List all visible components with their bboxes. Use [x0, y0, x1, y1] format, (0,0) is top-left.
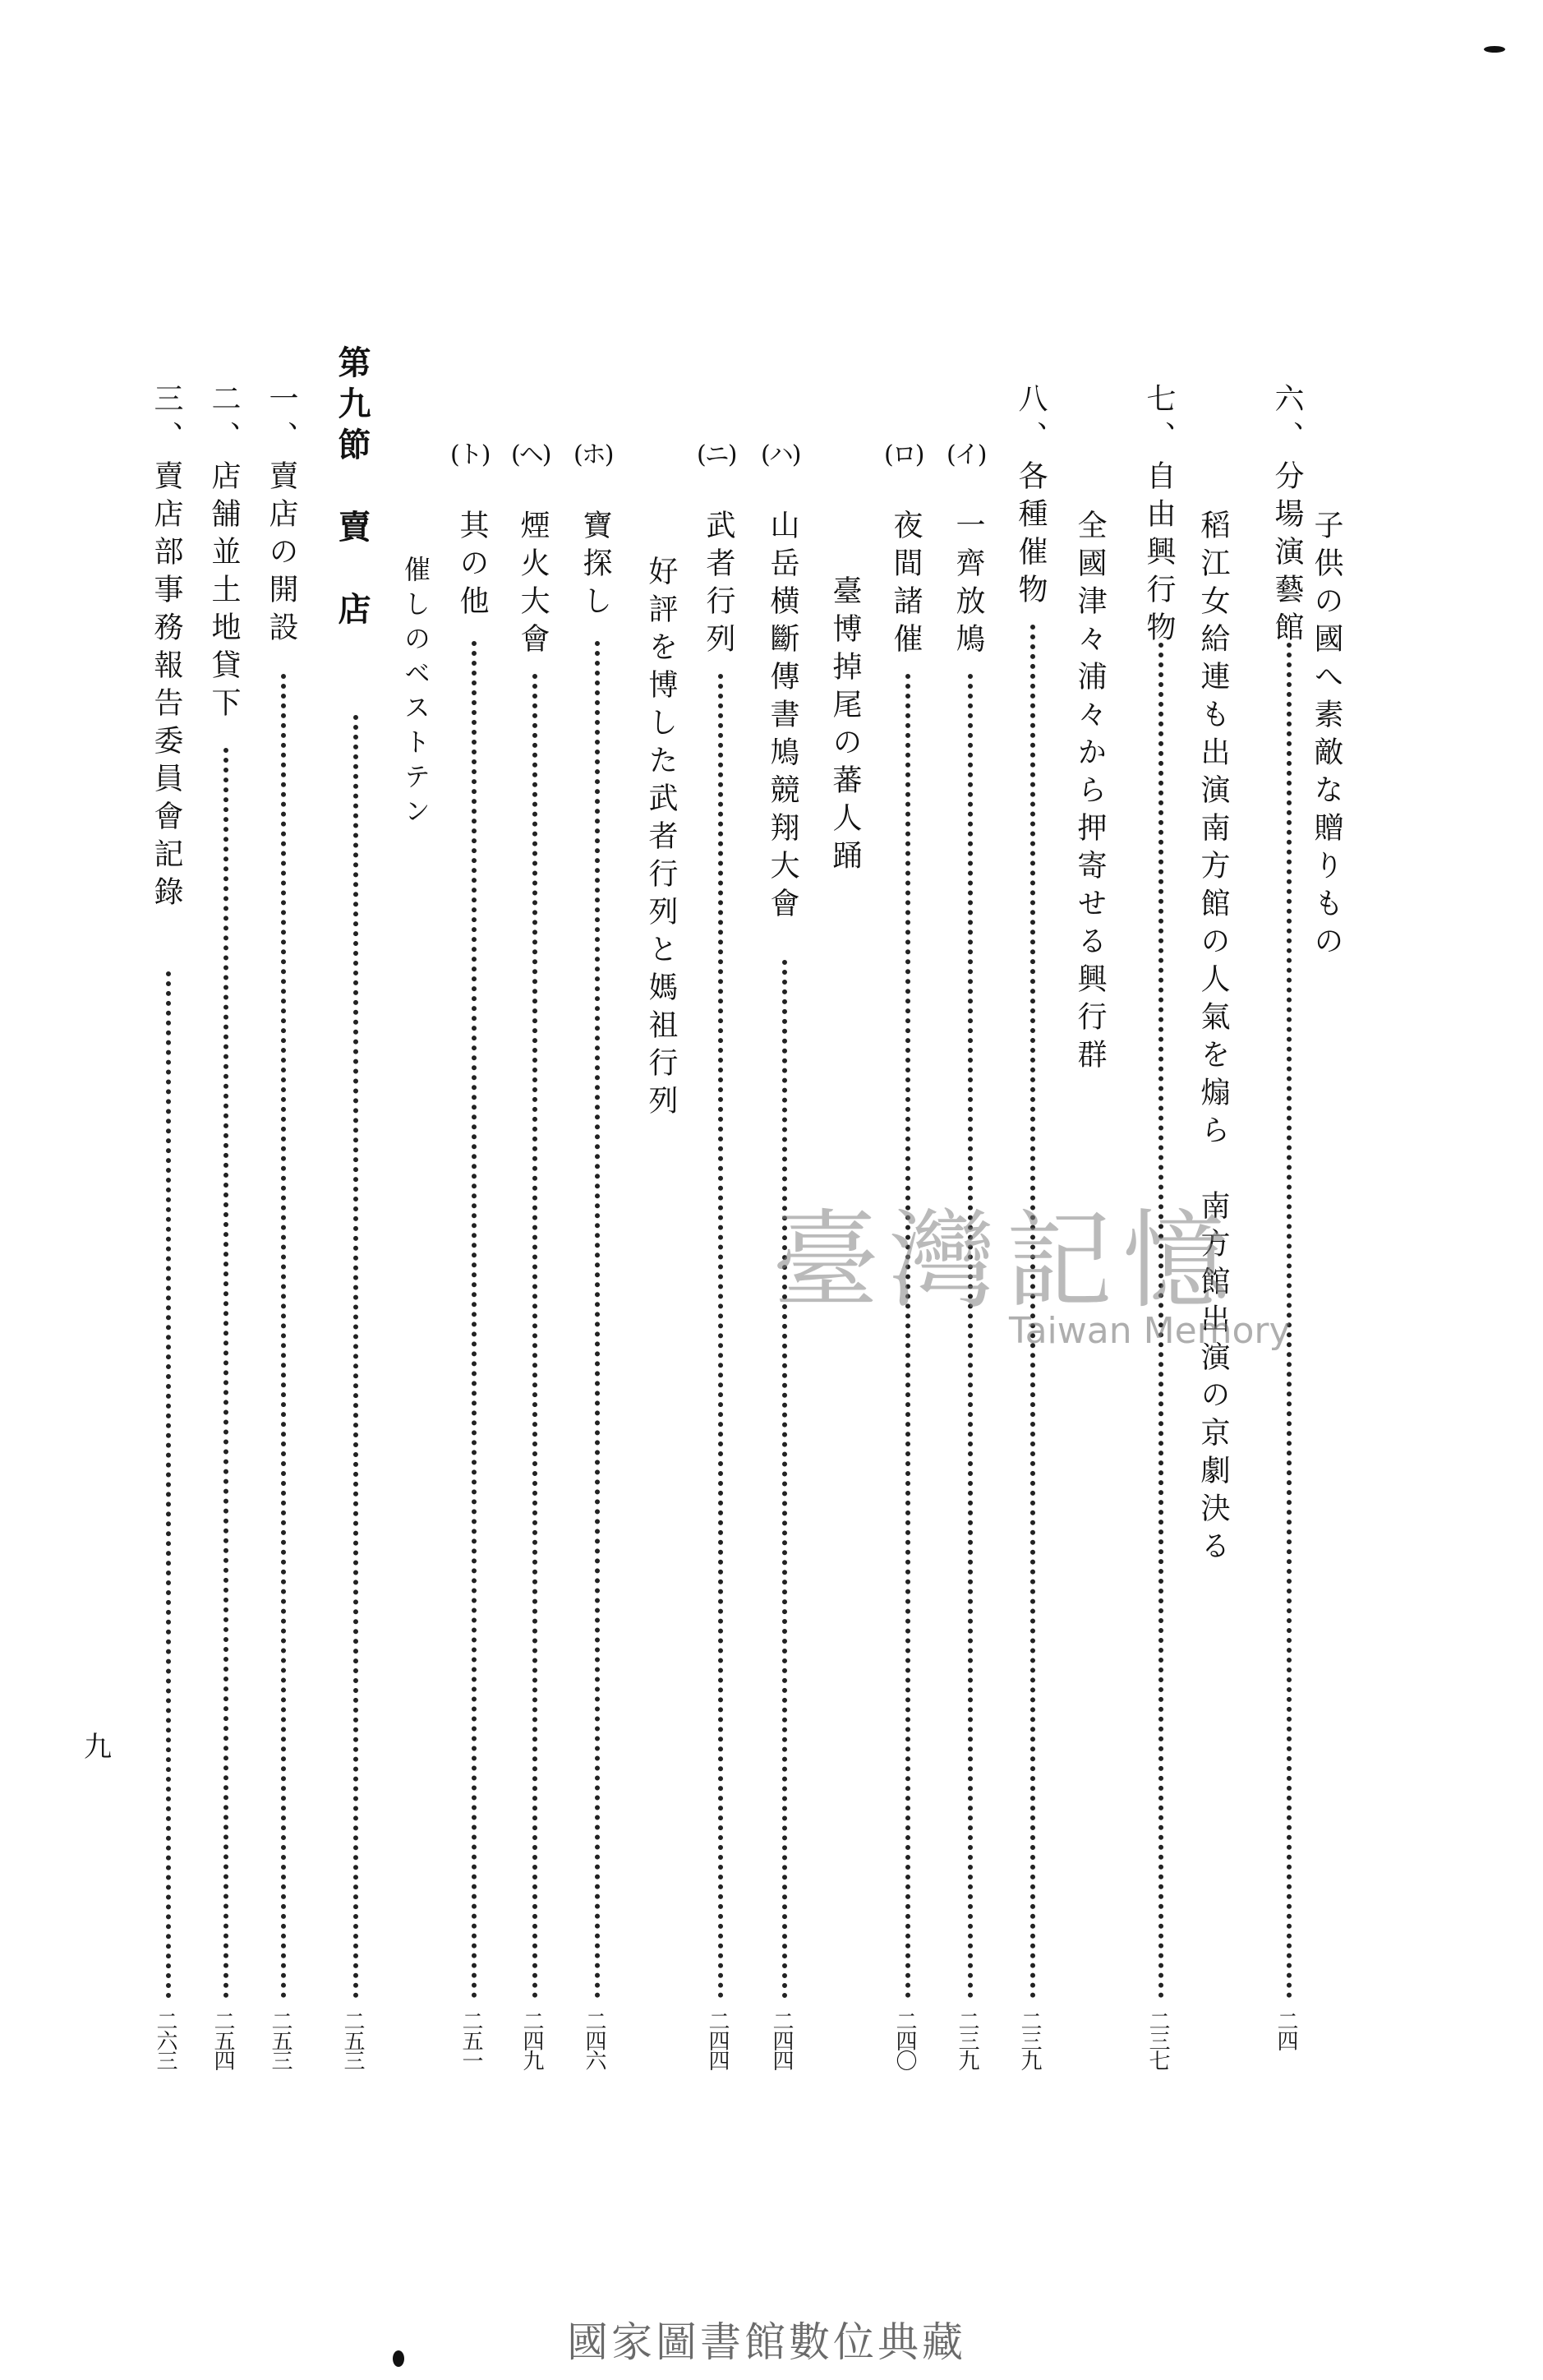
dot-leader [472, 641, 477, 1999]
dot-leader [532, 674, 537, 1999]
section-heading: 第九節 賣 店 [333, 345, 371, 633]
toc-page-ni: 二四四 [705, 2010, 730, 2069]
toc-marker-to: (ト) [450, 440, 490, 469]
toc-marker-1: 一、 [265, 383, 298, 459]
footer-collection-label: 國家圖書館數位典藏 [567, 2318, 966, 2366]
toc-marker-ni: (ニ) [697, 440, 736, 469]
toc-page-6: 二四 [1274, 2010, 1298, 2050]
toc-page-8: 二三九 [1017, 2010, 1042, 2069]
dot-leader [718, 674, 723, 1999]
toc-page-ho: 二四六 [582, 2010, 606, 2069]
toc-marker-2: 二、 [207, 383, 241, 459]
toc-subtitle-6: 催しのベストテン [400, 556, 431, 832]
toc-marker-8: 八、 [1014, 383, 1048, 459]
dot-leader [281, 674, 286, 1999]
toc-page-7: 二三七 [1145, 2010, 1170, 2069]
toc-entry-ha: 山岳横斷傳書鳩競翔大會 [766, 510, 799, 925]
toc-marker-ro: (ロ) [884, 440, 923, 469]
dot-leader [905, 674, 910, 1999]
toc-entry-i: 一齊放鳩 [951, 510, 985, 661]
dot-leader [223, 748, 228, 1999]
toc-marker-he: (ヘ) [511, 440, 550, 469]
toc-subtitle-2: 稻江女給連も出演南方館の人氣を煽ら 南方館出演の京劇決る [1196, 510, 1230, 1568]
watermark-logo: 臺灣記憶 [772, 1198, 1240, 1323]
toc-page-3: 二六三 [153, 2010, 177, 2069]
toc-entry-8: 各種催物 [1014, 460, 1048, 611]
toc-marker-3: 三、 [150, 383, 183, 459]
toc-marker-7: 七、 [1142, 383, 1176, 459]
toc-page-section: 二五三 [340, 2010, 365, 2069]
toc-marker-ha: (ハ) [761, 440, 800, 469]
toc-subtitle-4: 臺博掉尾の蕃人踊 [828, 575, 862, 878]
toc-marker-i: (イ) [947, 440, 986, 469]
toc-entry-ro: 夜間諸催 [889, 510, 923, 661]
toc-page-ha: 二四四 [769, 2010, 794, 2069]
toc-entry-to: 其の他 [455, 510, 489, 623]
toc-page-2: 二五四 [210, 2010, 235, 2069]
dot-leader [595, 641, 600, 1999]
toc-subtitle-1: 子供の國へ素敵な贈りもの [1310, 510, 1343, 963]
toc-page-i: 二三九 [955, 2010, 979, 2069]
toc-entry-ni: 武者行列 [702, 510, 735, 661]
toc-entry-2: 店舗並土地貸下 [207, 460, 241, 725]
toc-marker-ho: (ホ) [573, 440, 613, 469]
toc-entry-he: 煙火大會 [516, 510, 550, 661]
toc-page-ro: 二四〇 [892, 2010, 917, 2069]
toc-page-1: 二五三 [268, 2010, 292, 2069]
watermark-subtitle: Taiwan Memory [1009, 1310, 1291, 1352]
toc-entry-7: 自由興行物 [1142, 460, 1176, 649]
toc-marker-6: 六、 [1270, 383, 1304, 459]
dot-leader [782, 960, 787, 1999]
toc-subtitle-5: 好評を博した武者行列と媽祖行列 [644, 556, 678, 1123]
toc-entry-ho: 寶探し [578, 510, 612, 623]
toc-entry-6: 分場演藝館 [1270, 460, 1304, 649]
dot-leader [353, 715, 358, 1999]
scan-speck [1484, 46, 1505, 53]
toc-entry-3: 賣店部事務報告委員會記錄 [150, 460, 183, 914]
toc-page-he: 二四九 [519, 2010, 544, 2069]
toc-subtitle-3: 全國津々浦々から押寄せる興行群 [1073, 510, 1107, 1077]
toc-entry-1: 賣店の開設 [265, 460, 298, 649]
dot-leader [968, 674, 973, 1999]
toc-page-to: 二五一 [458, 2010, 483, 2069]
page-number: 九 [84, 1731, 112, 1764]
scan-speck [393, 2350, 404, 2367]
dot-leader [166, 971, 171, 1999]
